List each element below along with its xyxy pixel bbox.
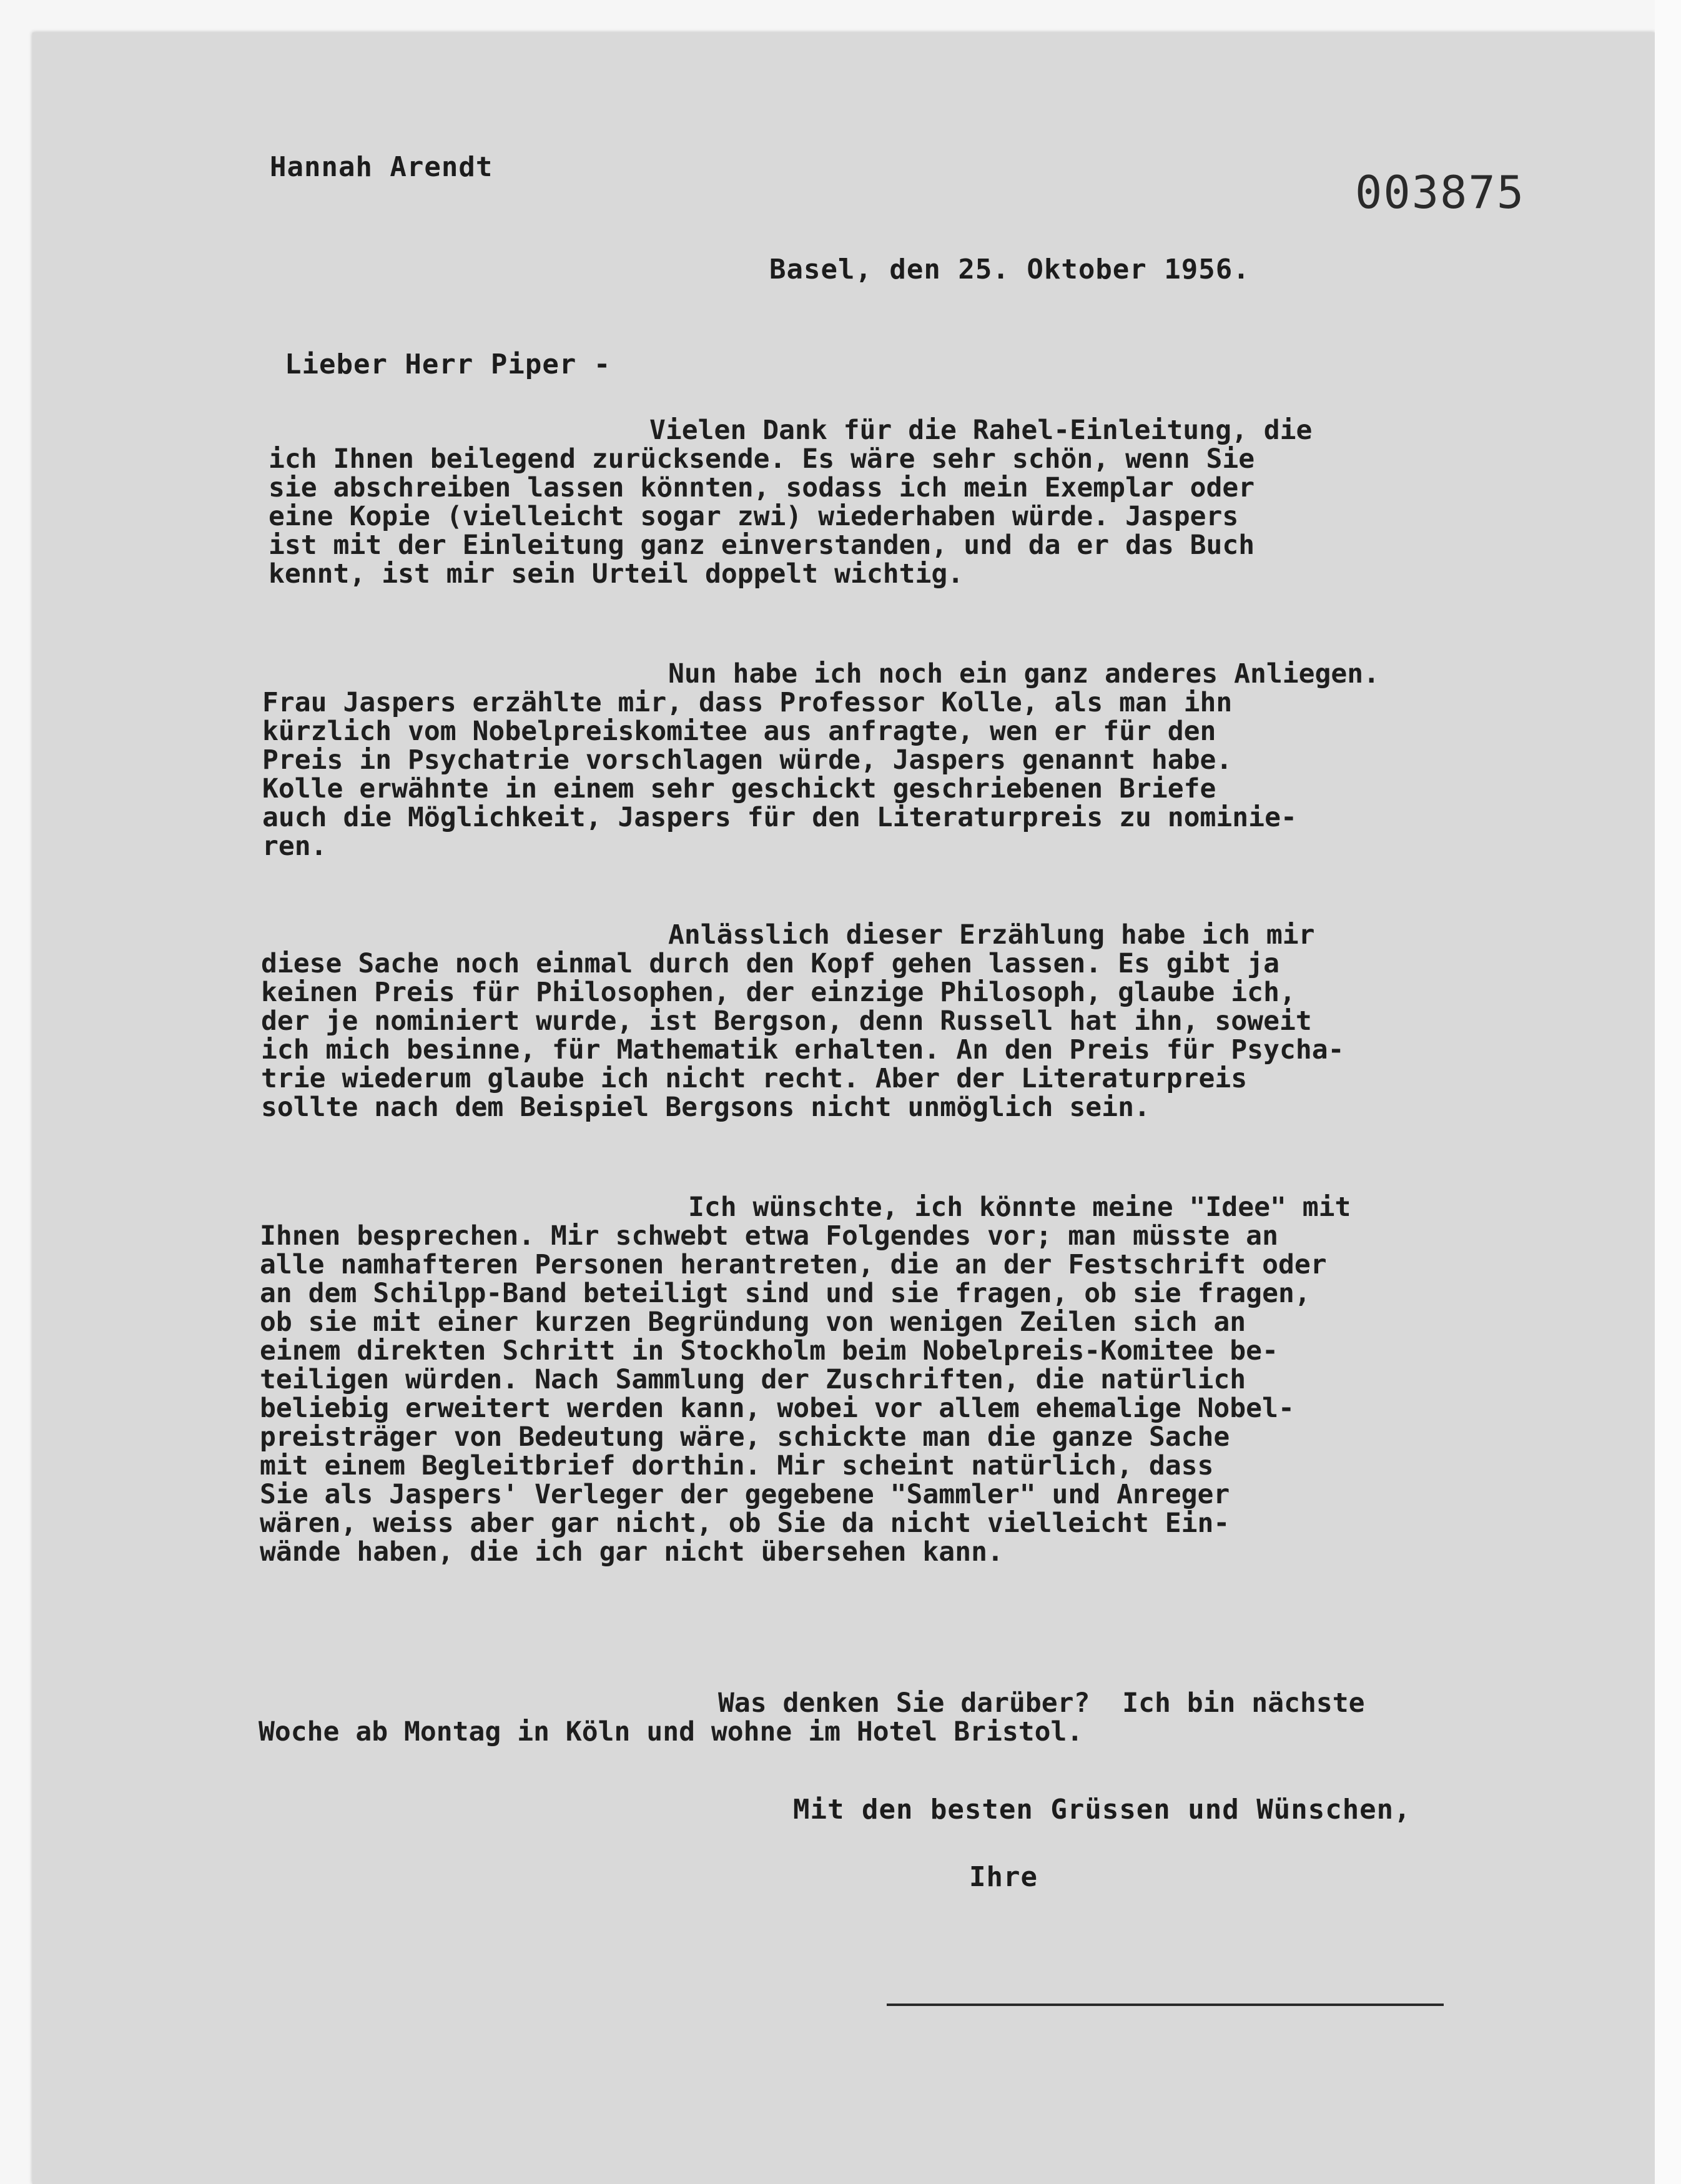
closing: Mit den besten Grüssen und Wünschen, [793, 1794, 1411, 1826]
paragraph-line: Anlässlich dieser Erzählung habe ich mir [668, 919, 1315, 951]
paragraph-line: mit einem Begleitbrief dorthin. Mir scheint natürlich, dass [260, 1450, 1214, 1481]
paragraph-line: kennt, ist mir sein Urteil doppelt wichtig. [269, 558, 964, 590]
paragraph-line: Ihnen besprechen. Mir schwebt etwa Folgendes vor; man müsste an [260, 1220, 1278, 1252]
paragraph-line: ich Ihnen beilegend zurücksende. Es wäre sehr schön, wenn Sie [269, 443, 1255, 475]
sender-name: Hannah Arendt [270, 151, 493, 183]
paragraph-line: sie abschreiben lassen könnten, sodass ich mein Exemplar oder [269, 472, 1255, 503]
paragraph-line: teiligen würden. Nach Sammlung der Zuschriften, die natürlich [260, 1364, 1246, 1395]
signoff: Ihre [969, 1861, 1038, 1893]
paragraph-line: Vielen Dank für die Rahel-Einleitung, die [649, 415, 1313, 446]
paragraph-line: Kolle erwähnte in einem sehr geschickt geschriebenen Briefe [262, 773, 1216, 804]
paragraph-line: beliebig erweitert werden kann, wobei vor allem ehemalige Nobel- [260, 1393, 1294, 1424]
salutation: Lieber Herr Piper - [285, 348, 611, 380]
date-line: Basel, den 25. Oktober 1956. [769, 254, 1250, 285]
paragraph-line: diese Sache noch einmal durch den Kopf gehen lassen. Es gibt ja [261, 948, 1279, 979]
paragraph-line: sollte nach dem Beispiel Bergsons nicht unmöglich sein. [261, 1092, 1150, 1123]
paragraph-line: wären, weiss aber gar nicht, ob Sie da nicht vielleicht Ein- [260, 1508, 1230, 1539]
paragraph-line: wände haben, die ich gar nicht übersehen kann. [260, 1536, 1003, 1568]
signature-line [887, 2004, 1444, 2006]
paragraph-line: preisträger von Bedeutung wäre, schickte man die ganze Sache [260, 1421, 1230, 1453]
paragraph-line: Ich wünschte, ich könnte meine "Idee" mit [688, 1192, 1351, 1223]
paragraph-line: Preis in Psychatrie vorschlagen würde, Jaspers genannt habe. [262, 744, 1233, 776]
paragraph-line: an dem Schilpp-Band beteiligt sind und sie fragen, ob sie fragen, [260, 1278, 1311, 1309]
paragraph-line: keinen Preis für Philosophen, der einzige Philosoph, glaube ich, [261, 977, 1296, 1008]
paragraph-line: Frau Jaspers erzählte mir, dass Professor Kolle, als man ihn [262, 687, 1233, 718]
paragraph-line: eine Kopie (vielleicht sogar zwi) wiederhaben würde. Jaspers [269, 501, 1239, 532]
paragraph-line: kürzlich vom Nobelpreiskomitee aus anfragte, wen er für den [262, 716, 1216, 747]
paragraph-line: einem direkten Schritt in Stockholm beim Nobelpreis-Komitee be- [260, 1335, 1278, 1366]
paragraph-line: auch die Möglichkeit, Jaspers für den Literaturpreis zu nominie- [262, 802, 1297, 833]
paragraph-line: Sie als Jaspers' Verleger der gegebene "Sammler" und Anreger [260, 1479, 1230, 1510]
paragraph-line: alle namhafteren Personen herantreten, die an der Festschrift oder [260, 1249, 1327, 1280]
archive-number: 003875 [1355, 166, 1526, 219]
paragraph-line: der je nominiert wurde, ist Bergson, denn Russell hat ihn, soweit [261, 1006, 1312, 1037]
paragraph-line: Woche ab Montag in Köln und wohne im Hotel Bristol. [259, 1716, 1083, 1747]
paragraph-line: ich mich besinne, für Mathematik erhalten. An den Preis für Psycha- [261, 1034, 1344, 1065]
paragraph-line: trie wiederum glaube ich nicht recht. Aber der Literaturpreis [261, 1063, 1248, 1094]
paragraph-line: Nun habe ich noch ein ganz anderes Anliegen. [668, 658, 1380, 689]
scan-margin [1655, 0, 1681, 2184]
paragraph-line: Was denken Sie darüber? Ich bin nächste [718, 1687, 1365, 1719]
paragraph-line: ob sie mit einer kurzen Begründung von wenigen Zeilen sich an [260, 1307, 1246, 1338]
paragraph-line: ren. [262, 831, 327, 862]
paragraph-line: ist mit der Einleitung ganz einverstanden, und da er das Buch [269, 530, 1255, 561]
